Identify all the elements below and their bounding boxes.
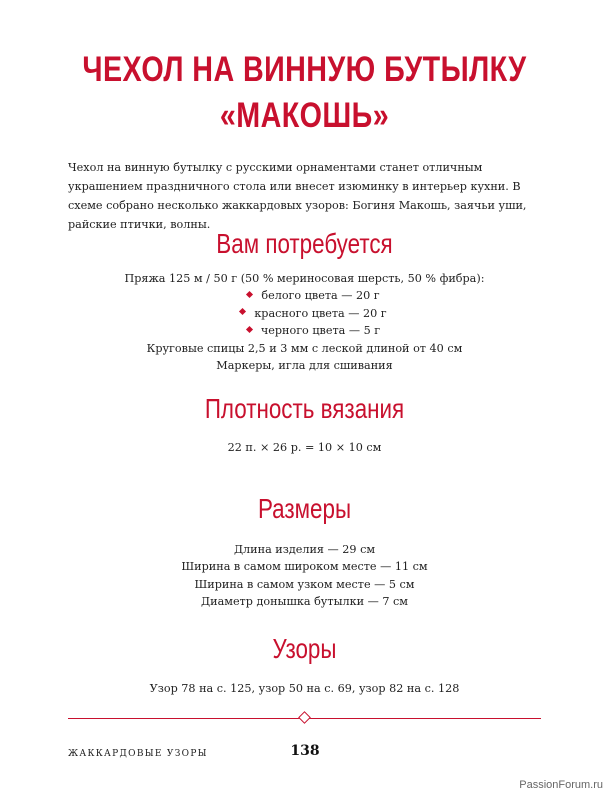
patterns-value: Узор 78 на с. 125, узор 50 на с. 69, узор 82 на с. 128 <box>149 682 460 695</box>
list-item: Длина изделия — 29 см <box>233 543 376 556</box>
materials-list <box>0 270 609 374</box>
patterns-heading: Узоры <box>272 633 337 664</box>
list-item: белого цвета — 20 г <box>0 287 609 304</box>
list-item: Ширина в самом узком месте — 5 см <box>194 577 415 591</box>
gauge-value: 22 п. × 26 р. = 10 × 10 см <box>227 441 382 454</box>
gauge-heading: Плотность вязания <box>204 393 405 424</box>
watermark: PassionForum.ru <box>519 779 603 791</box>
list-item: Диаметр донышка бутылки — 7 см <box>201 595 408 609</box>
list-item: Ширина в самом широком месте — 11 см <box>181 560 428 574</box>
intro-paragraph: Чехол на винную бутылку с русскими орнаментами станет отличным украшением праздничного стола или внесет изюминку в интерьер кухни. В схеме собрано несколько жаккардовых узоров: Богиня Макошь, заячьи уши, райские птички, волны. <box>68 161 527 231</box>
page-title-line-1: ЧЕХОЛ НА ВИННУЮ БУТЫЛКУ <box>82 50 527 89</box>
page-title-line-2: «МАКОШЬ» <box>219 96 390 135</box>
diamond-bullet-icon <box>246 291 253 298</box>
list-item: черного цвета — 5 г <box>0 322 609 339</box>
materials-heading: Вам потребуется <box>216 228 393 259</box>
diamond-ornament-icon <box>298 711 311 724</box>
other-tools-line: Маркеры, игла для сшивания <box>216 358 393 372</box>
footer-section-title: ЖАККАРДОВЫЕ УЗОРЫ <box>68 749 208 759</box>
needles-line: Круговые спицы 2,5 и 3 мм с леской длиной от 40 см <box>146 341 463 355</box>
list-item: красного цвета — 20 г <box>0 305 609 322</box>
sizes-heading: Размеры <box>257 493 352 524</box>
page-number: 138 <box>290 743 320 759</box>
yarn-line: Пряжа 125 м / 50 г (50 % мериносовая шерсть, 50 % фибра): <box>124 272 485 285</box>
diamond-bullet-icon <box>239 308 246 315</box>
sizes-list <box>0 541 609 611</box>
diamond-bullet-icon <box>246 326 253 333</box>
